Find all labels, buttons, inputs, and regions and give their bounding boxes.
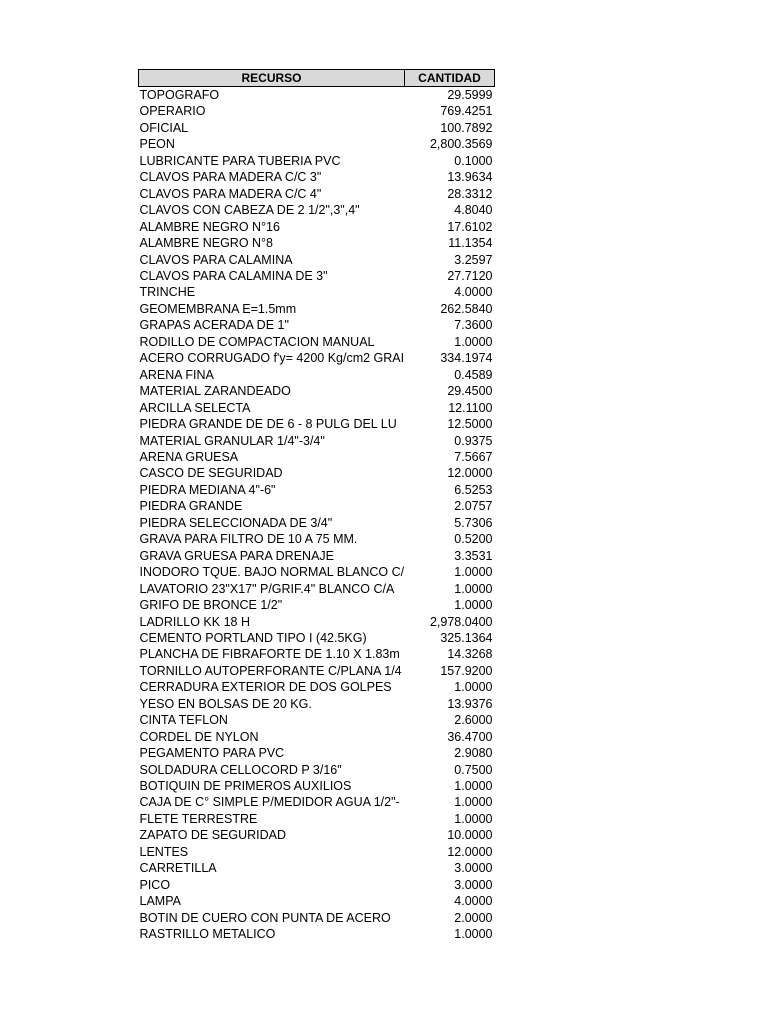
resource-name-cell: CLAVOS CON CABEZA DE 2 1/2",3",4" bbox=[139, 203, 360, 218]
table-row bbox=[139, 646, 495, 662]
resource-name-cell: TOPOGRAFO bbox=[139, 88, 220, 102]
quantity-cell: 14.3268 bbox=[447, 647, 493, 662]
resource-name-cell: PIEDRA MEDIANA 4"-6" bbox=[139, 482, 276, 497]
quantity-cell: 12.0000 bbox=[447, 466, 493, 481]
table-row bbox=[139, 153, 495, 169]
table-row bbox=[139, 252, 495, 268]
column-header-cantidad: CANTIDAD bbox=[405, 70, 495, 87]
table-row bbox=[139, 827, 495, 843]
quantity-cell: 0.9375 bbox=[454, 433, 493, 448]
quantity-cell: 1.0000 bbox=[454, 680, 493, 695]
table-row bbox=[139, 136, 495, 152]
table-row bbox=[139, 186, 495, 202]
resource-name-cell: ARENA GRUESA bbox=[139, 449, 239, 464]
quantity-cell: 1.0000 bbox=[454, 779, 493, 794]
table-row bbox=[139, 235, 495, 251]
resource-name-cell: ARENA FINA bbox=[139, 367, 214, 382]
table-row bbox=[139, 87, 495, 104]
table-row bbox=[139, 778, 495, 794]
quantity-cell: 157.9200 bbox=[440, 663, 493, 678]
table-row bbox=[139, 794, 495, 810]
resource-name-cell: LAVATORIO 23"X17" P/GRIF.4" BLANCO C/A bbox=[139, 581, 395, 596]
quantity-cell: 36.4700 bbox=[447, 729, 493, 744]
table-row bbox=[139, 433, 495, 449]
resource-name-cell: SOLDADURA CELLOCORD P 3/16" bbox=[139, 762, 342, 777]
resource-name-cell: LAMPA bbox=[139, 894, 181, 909]
resource-name-cell: PEON bbox=[139, 137, 175, 152]
resource-name-cell: GRAVA GRUESA PARA DRENAJE bbox=[139, 548, 335, 563]
resource-table-container bbox=[138, 69, 494, 943]
resource-name-cell: PEGAMENTO PARA PVC bbox=[139, 746, 285, 761]
resource-name-cell: CASCO DE SEGURIDAD bbox=[139, 466, 283, 481]
quantity-cell: 100.7892 bbox=[440, 120, 493, 135]
quantity-cell: 1.0000 bbox=[454, 581, 493, 596]
table-row bbox=[139, 334, 495, 350]
resource-name-cell: MATERIAL ZARANDEADO bbox=[139, 384, 291, 399]
table-row bbox=[139, 581, 495, 597]
table-row bbox=[139, 482, 495, 498]
resource-name-cell: TORNILLO AUTOPERFORANTE C/PLANA 1/4 bbox=[139, 663, 402, 678]
quantity-cell: 1.0000 bbox=[454, 598, 493, 613]
table-row bbox=[139, 498, 495, 514]
table-row bbox=[139, 301, 495, 317]
resource-name-cell: GRIFO DE BRONCE 1/2" bbox=[139, 598, 283, 613]
table-row bbox=[139, 564, 495, 580]
quantity-cell: 1.0000 bbox=[454, 927, 493, 942]
table-row bbox=[139, 465, 495, 481]
table-row bbox=[139, 630, 495, 646]
resource-table bbox=[138, 69, 495, 943]
quantity-cell: 1.0000 bbox=[454, 795, 493, 810]
table-row bbox=[139, 350, 495, 366]
quantity-cell: 7.5667 bbox=[454, 449, 493, 464]
resource-name-cell: BOTIQUIN DE PRIMEROS AUXILIOS bbox=[139, 779, 352, 794]
resource-name-cell: PICO bbox=[139, 877, 171, 892]
resource-name-cell: ACERO CORRUGADO f'y= 4200 Kg/cm2 GRAI bbox=[139, 351, 405, 366]
table-row bbox=[139, 367, 495, 383]
resource-name-cell: RASTRILLO METALICO bbox=[139, 927, 276, 942]
quantity-cell: 2.0757 bbox=[454, 499, 493, 514]
quantity-cell: 12.5000 bbox=[447, 417, 493, 432]
quantity-cell: 3.0000 bbox=[454, 861, 493, 876]
resource-name-cell: OFICIAL bbox=[139, 120, 189, 135]
resource-name-cell: ALAMBRE NEGRO N°16 bbox=[139, 219, 280, 234]
resource-name-cell: FLETE TERRESTRE bbox=[139, 811, 258, 826]
table-row bbox=[139, 926, 495, 942]
table-row bbox=[139, 548, 495, 564]
resource-name-cell: ALAMBRE NEGRO N°8 bbox=[139, 236, 274, 251]
quantity-cell: 769.4251 bbox=[440, 104, 493, 119]
quantity-cell: 0.5200 bbox=[454, 532, 493, 547]
table-row bbox=[139, 696, 495, 712]
resource-name-cell: INODORO TQUE. BAJO NORMAL BLANCO C/ bbox=[139, 565, 405, 580]
quantity-cell: 1.0000 bbox=[454, 334, 493, 349]
resource-name-cell: BOTIN DE CUERO CON PUNTA DE ACERO bbox=[139, 910, 391, 925]
table-row bbox=[139, 910, 495, 926]
resource-name-cell: CERRADURA EXTERIOR DE DOS GOLPES bbox=[139, 680, 392, 695]
quantity-cell: 3.2597 bbox=[454, 252, 493, 267]
table-row bbox=[139, 400, 495, 416]
quantity-cell: 4.0000 bbox=[454, 894, 493, 909]
quantity-cell: 29.5999 bbox=[447, 88, 493, 102]
quantity-cell: 0.4589 bbox=[454, 367, 493, 382]
quantity-cell: 29.4500 bbox=[447, 384, 493, 399]
quantity-cell: 12.1100 bbox=[448, 400, 493, 415]
quantity-cell: 262.5840 bbox=[440, 301, 493, 316]
resource-name-cell: ARCILLA SELECTA bbox=[139, 400, 251, 415]
quantity-cell: 3.0000 bbox=[454, 877, 493, 892]
quantity-cell: 17.6102 bbox=[447, 219, 493, 234]
table-row bbox=[139, 219, 495, 235]
quantity-cell: 6.5253 bbox=[454, 482, 493, 497]
quantity-cell: 4.0000 bbox=[454, 285, 493, 300]
quantity-cell: 12.0000 bbox=[447, 844, 493, 859]
resource-name-cell: PIEDRA GRANDE DE DE 6 - 8 PULG DEL LU bbox=[139, 417, 397, 432]
resource-name-cell: PLANCHA DE FIBRAFORTE DE 1.10 X 1.83m bbox=[139, 647, 400, 662]
table-row bbox=[139, 712, 495, 728]
quantity-cell: 13.9634 bbox=[447, 170, 493, 185]
resource-name-cell: GEOMEMBRANA E=1.5mm bbox=[139, 301, 297, 316]
quantity-cell: 2,978.0400 bbox=[429, 614, 493, 629]
table-row bbox=[139, 202, 495, 218]
table-row bbox=[139, 762, 495, 778]
table-row bbox=[139, 169, 495, 185]
table-row bbox=[139, 531, 495, 547]
resource-name-cell: CORDEL DE NYLON bbox=[139, 729, 259, 744]
table-header-row bbox=[139, 70, 495, 87]
resource-name-cell: MATERIAL GRANULAR 1/4"-3/4" bbox=[139, 433, 325, 448]
quantity-cell: 2.6000 bbox=[454, 713, 493, 728]
resource-name-cell: LUBRICANTE PARA TUBERIA PVC bbox=[139, 153, 341, 168]
table-row bbox=[139, 120, 495, 136]
resource-name-cell: PIEDRA GRANDE bbox=[139, 499, 243, 514]
quantity-cell: 1.0000 bbox=[454, 565, 493, 580]
resource-name-cell: PIEDRA SELECCIONADA DE 3/4" bbox=[139, 515, 333, 530]
resource-name-cell: LADRILLO KK 18 H bbox=[139, 614, 250, 629]
table-row bbox=[139, 745, 495, 761]
resource-name-cell: CLAVOS PARA CALAMINA bbox=[139, 252, 293, 267]
resource-name-cell: CLAVOS PARA MADERA C/C 4" bbox=[139, 186, 322, 201]
resource-name-cell: GRAPAS ACERADA DE 1" bbox=[139, 318, 289, 333]
quantity-cell: 325.1364 bbox=[440, 630, 493, 645]
table-row bbox=[139, 449, 495, 465]
resource-name-cell: ZAPATO DE SEGURIDAD bbox=[139, 828, 287, 843]
resource-name-cell: CARRETILLA bbox=[139, 861, 217, 876]
quantity-cell: 2,800.3569 bbox=[429, 137, 493, 152]
resource-name-cell: CEMENTO PORTLAND TIPO I (42.5KG) bbox=[139, 630, 367, 645]
table-row bbox=[139, 597, 495, 613]
quantity-cell: 3.3531 bbox=[454, 548, 493, 563]
quantity-cell: 0.1000 bbox=[454, 153, 493, 168]
table-row bbox=[139, 729, 495, 745]
table-row bbox=[139, 844, 495, 860]
resource-name-cell: LENTES bbox=[139, 844, 189, 859]
quantity-cell: 334.1974 bbox=[440, 351, 493, 366]
table-row bbox=[139, 268, 495, 284]
quantity-cell: 13.9376 bbox=[447, 696, 493, 711]
table-row bbox=[139, 515, 495, 531]
table-row bbox=[139, 416, 495, 432]
column-header-recurso: RECURSO bbox=[139, 70, 405, 87]
resource-name-cell: RODILLO DE COMPACTACION MANUAL bbox=[139, 334, 375, 349]
resource-name-cell: GRAVA PARA FILTRO DE 10 A 75 MM. bbox=[139, 532, 358, 547]
resource-name-cell: CAJA DE C° SIMPLE P/MEDIDOR AGUA 1/2"- bbox=[139, 795, 400, 810]
resource-name-cell: CLAVOS PARA MADERA C/C 3" bbox=[139, 170, 322, 185]
table-row bbox=[139, 103, 495, 119]
quantity-cell: 2.9080 bbox=[454, 746, 493, 761]
quantity-cell: 10.0000 bbox=[447, 828, 493, 843]
table-row bbox=[139, 860, 495, 876]
resource-name-cell: YESO EN BOLSAS DE 20 KG. bbox=[139, 696, 312, 711]
table-row bbox=[139, 284, 495, 300]
table-row bbox=[139, 383, 495, 399]
table-row bbox=[139, 614, 495, 630]
table-body bbox=[139, 87, 495, 943]
quantity-cell: 27.7120 bbox=[447, 268, 493, 283]
table-row bbox=[139, 811, 495, 827]
quantity-cell: 7.3600 bbox=[454, 318, 493, 333]
table-row bbox=[139, 663, 495, 679]
resource-name-cell: TRINCHE bbox=[139, 285, 196, 300]
table-row bbox=[139, 317, 495, 333]
quantity-cell: 0.7500 bbox=[454, 762, 493, 777]
quantity-cell: 28.3312 bbox=[447, 186, 493, 201]
quantity-cell: 2.0000 bbox=[454, 910, 493, 925]
resource-name-cell: CINTA TEFLON bbox=[139, 713, 228, 728]
quantity-cell: 5.7306 bbox=[454, 515, 493, 530]
quantity-cell: 1.0000 bbox=[454, 811, 493, 826]
quantity-cell: 11.1354 bbox=[448, 236, 493, 251]
table-row bbox=[139, 893, 495, 909]
resource-name-cell: OPERARIO bbox=[139, 104, 206, 119]
quantity-cell: 4.8040 bbox=[454, 203, 493, 218]
table-row bbox=[139, 679, 495, 695]
resource-name-cell: CLAVOS PARA CALAMINA DE 3" bbox=[139, 268, 328, 283]
table-row bbox=[139, 877, 495, 893]
